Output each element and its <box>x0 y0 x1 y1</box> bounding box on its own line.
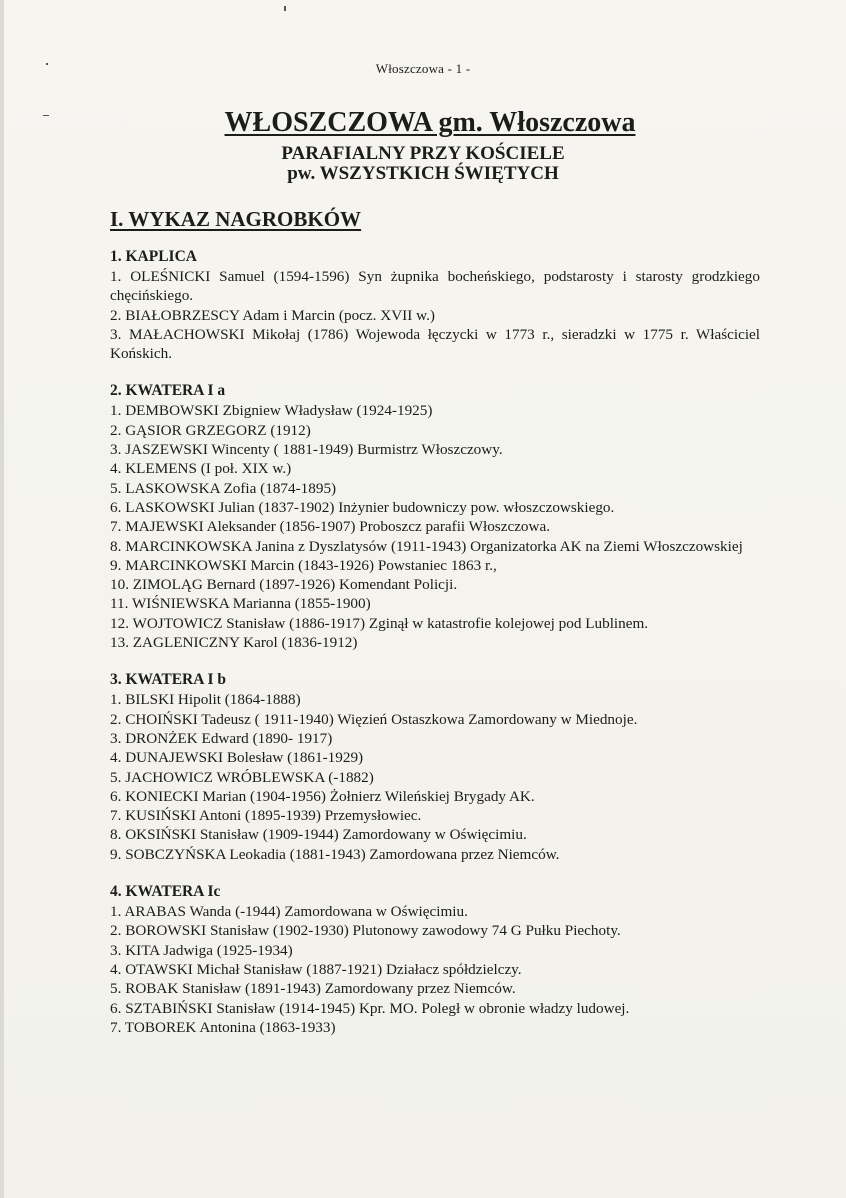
list-entry: 2. BIAŁOBRZESCY Adam i Marcin (pocz. XVII w.) <box>110 306 435 324</box>
list-entry: 3. KITA Jadwiga (1925-1934) <box>110 941 293 959</box>
list-entry: 5. ROBAK Stanisław (1891-1943) Zamordowany przez Niemców. <box>110 980 516 998</box>
list-entry: 13. ZAGLENICZNY Karol (1836-1912) <box>110 634 358 652</box>
list-entry: 3. MAŁACHOWSKI Mikołaj (1786) Wojewoda łęczycki w 1773 r., sieradzki w 1775 r. Właściciel Końskich. <box>110 325 760 363</box>
list-entry: 7. MAJEWSKI Aleksander (1856-1907) Proboszcz parafii Włoszczowa. <box>110 518 551 536</box>
list-entry: 5. JACHOWICZ WRÓBLEWSKA (-1882) <box>110 768 374 786</box>
block-title: 2. KWATERA I a <box>110 382 226 400</box>
list-entry: 1. ARABAS Wanda (-1944) Zamordowana w Oświęcimiu. <box>110 903 468 921</box>
list-entry: 4. OTAWSKI Michał Stanisław (1887-1921) Działacz spółdzielczy. <box>110 960 522 978</box>
document-title-text: WŁOSZCZOWA gm. Włoszczowa <box>224 107 636 138</box>
list-entry: 4. DUNAJEWSKI Bolesław (1861-1929) <box>110 749 364 767</box>
block-title: 1. KAPLICA <box>110 248 197 265</box>
list-entry: 11. WIŚNIEWSKA Marianna (1855-1900) <box>110 595 371 613</box>
block-kwatera-ia <box>110 381 760 652</box>
list-entry: 6. LASKOWSKI Julian (1837-1902) Inżynier budowniczy pow. włoszczowskiego. <box>110 498 615 516</box>
list-entry: 4. KLEMENS (I poł. XIX w.) <box>110 460 292 478</box>
document-content <box>110 247 760 1055</box>
list-entry: 12. WOJTOWICZ Stanisław (1886-1917) Zginął w katastrofie kolejowej pod Lublinem. <box>110 614 649 632</box>
block-kwatera-ic <box>110 882 760 1037</box>
list-entry: 1. OLEŚNICKI Samuel (1594-1596) Syn żupnika bocheńskiego, podstarosty i starosty grodzkiego chęcińskiego. <box>110 268 760 305</box>
block-title: 3. KWATERA I b <box>110 671 226 689</box>
scan-speck <box>284 6 286 11</box>
list-entry: 3. DRONŻEK Edward (1890- 1917) <box>110 729 333 747</box>
list-entry: 9. MARCINKOWSKI Marcin (1843-1926) Powstaniec 1863 r., <box>110 556 497 574</box>
list-entry: 6. KONIECKI Marian (1904-1956) Żołnierz Wileńskiej Brygady AK. <box>110 787 535 805</box>
block-title: 4. KWATERA Ic <box>110 883 221 901</box>
section-heading: I. WYKAZ NAGROBKÓW <box>110 207 362 231</box>
list-entry: 1. DEMBOWSKI Zbigniew Władysław (1924-1925) <box>110 402 433 420</box>
list-entry: 5. LASKOWSKA Zofia (1874-1895) <box>110 479 337 497</box>
document-subtitle-line2: pw. WSZYSTKICH ŚWIĘTYCH <box>287 163 559 184</box>
list-entry: 8. OKSIŃSKI Stanisław (1909-1944) Zamordowany w Oświęcimiu. <box>110 826 527 844</box>
list-entry: 1. BILSKI Hipolit (1864-1888) <box>110 691 301 709</box>
list-entry: 2. CHOIŃSKI Tadeusz ( 1911-1940) Więzień Ostaszkowa Zamordowany w Miednoje. <box>110 710 638 728</box>
list-entry: 3. JASZEWSKI Wincenty ( 1881-1949) Burmistrz Włoszczowy. <box>110 441 503 459</box>
list-entry: 2. GĄSIOR GRZEGORZ (1912) <box>110 421 311 439</box>
list-entry: 2. BOROWSKI Stanisław (1902-1930) Plutonowy zawodowy 74 G Pułku Piechoty. <box>110 922 621 940</box>
list-entry: 7. KUSIŃSKI Antoni (1895-1939) Przemysłowiec. <box>110 807 422 825</box>
list-entry: 9. SOBCZYŃSKA Leokadia (1881-1943) Zamordowana przez Niemców. <box>110 845 560 863</box>
list-entry: 7. TOBOREK Antonina (1863-1933) <box>110 1018 336 1036</box>
block-kaplica <box>110 247 760 363</box>
document-subtitle-line1: PARAFIALNY PRZY KOŚCIELE <box>281 143 565 164</box>
list-entry: 8. MARCINKOWSKA Janina z Dyszlatysów (1911-1943) Organizatorka AK na Ziemi Włoszczowskiej <box>110 537 743 555</box>
document-title <box>0 107 846 139</box>
list-entry: 6. SZTABIŃSKI Stanisław (1914-1945) Kpr. MO. Poległ w obronie władzy ludowej. <box>110 999 630 1017</box>
list-entry: 10. ZIMOLĄG Bernard (1897-1926) Komendant Policji. <box>110 576 458 594</box>
page-header: Włoszczowa - 1 - <box>375 61 471 76</box>
block-kwatera-ib <box>110 670 760 864</box>
